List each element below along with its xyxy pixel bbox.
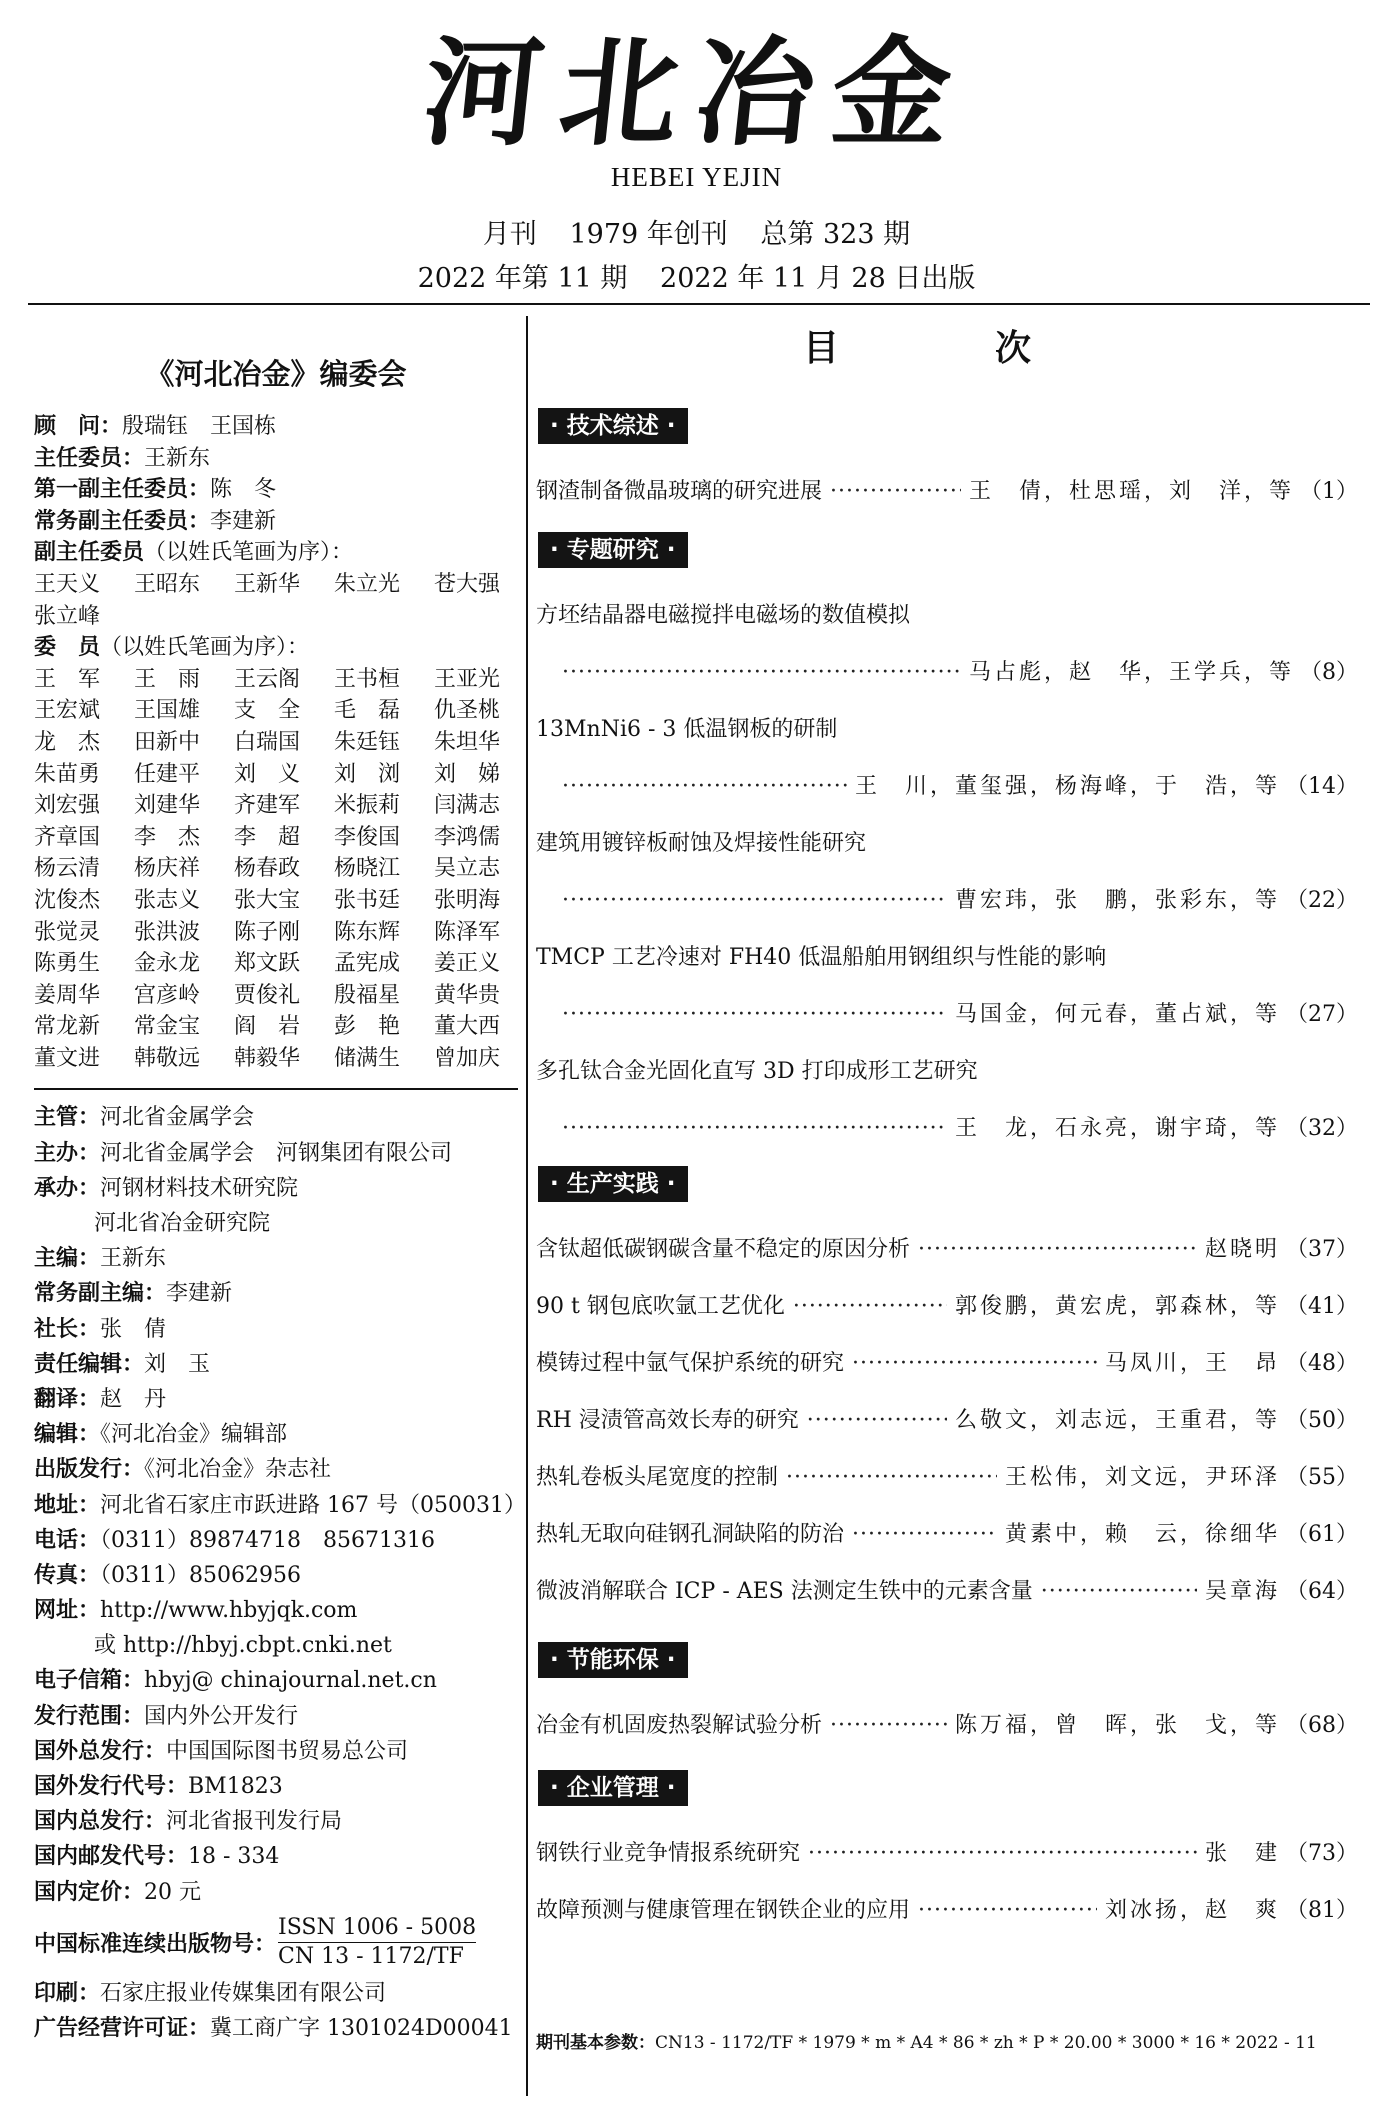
- entry-authors: 赵晓明: [1204, 1237, 1280, 1262]
- toc-entry[interactable]: [536, 1708, 1358, 1739]
- members-grid: [34, 664, 518, 1075]
- entry-title[interactable]: 热轧卷板头尾宽度的控制: [536, 1465, 779, 1490]
- leader-dots: [1041, 1579, 1197, 1604]
- info-label: 承办：: [34, 1175, 101, 1201]
- info-value: （0311）89874718 85671316: [100, 1527, 435, 1553]
- toc-entry-title[interactable]: [536, 1054, 1358, 1085]
- info-label: 社长：: [34, 1316, 101, 1342]
- first-vice-row: [34, 474, 518, 506]
- leader-dots: [830, 1713, 947, 1738]
- info-row: [34, 1769, 518, 1804]
- board-member: 刘 娣: [434, 761, 501, 787]
- info-value: BM1823: [188, 1774, 283, 1800]
- section-header: [536, 1642, 688, 1678]
- board-member: 朱廷钰: [334, 729, 401, 755]
- board-member: 彭 艳: [334, 1014, 401, 1040]
- issue-number: 2022 年第 11 期: [417, 263, 628, 294]
- info-value: 国内外公开发行: [144, 1703, 299, 1729]
- info-row: [34, 1312, 518, 1347]
- vice-row: [34, 537, 518, 569]
- leader-dots: [562, 1002, 947, 1027]
- board-member: 杨庆祥: [134, 856, 201, 882]
- info-value: 刘 玉: [144, 1351, 211, 1377]
- info-row: [34, 1663, 518, 1698]
- entry-authors: 马凤川，王 昂: [1104, 1351, 1280, 1376]
- info-label: 印刷：: [34, 1980, 101, 2006]
- info-value: 20 元: [144, 1879, 202, 1905]
- toc-title: 目 次: [802, 328, 1091, 369]
- info-row: [34, 1241, 518, 1276]
- entry-authors: 刘冰扬，赵 爽: [1104, 1898, 1280, 1923]
- info-value: 赵 丹: [100, 1386, 167, 1412]
- info-label: 传真：: [34, 1562, 101, 1588]
- board-member: 刘建华: [134, 793, 201, 819]
- section-header: [536, 1166, 688, 1202]
- vice-member: 王新华: [234, 571, 301, 597]
- board-member: 毛 磊: [334, 698, 401, 724]
- members-label: 委 员: [34, 635, 101, 661]
- toc-entry-line: [536, 997, 1358, 1028]
- leader-dots: [807, 1408, 947, 1433]
- info-label: 责任编辑：: [34, 1351, 145, 1377]
- board-member: 陈东辉: [334, 919, 401, 945]
- entry-authors: 么敬文，刘志远，王重君，等: [954, 1408, 1280, 1433]
- info-value: 河钢材料技术研究院: [100, 1175, 299, 1201]
- toc-entry[interactable]: [536, 1232, 1358, 1263]
- entry-authors: 郭俊鹏，黄宏虎，郭森林，等: [954, 1294, 1280, 1319]
- params-label: 期刊基本参数：: [536, 2033, 655, 2053]
- board-member: 龙 杰: [34, 729, 101, 755]
- exec-vice-label: 常务副主任委员：: [34, 508, 211, 534]
- board-member: 朱苗勇: [34, 761, 101, 787]
- board-member: 郑文跃: [234, 951, 301, 977]
- founded: 1979 年创刊: [569, 219, 728, 250]
- exec-vice-row: [34, 506, 518, 538]
- info-value: 河北省报刊发行局: [166, 1809, 343, 1835]
- info-row: [34, 1136, 518, 1171]
- board-member: 杨云清: [34, 856, 101, 882]
- info-label: 出版发行：: [34, 1457, 145, 1483]
- info-value: 李建新: [166, 1281, 233, 1307]
- leader-dots: [562, 888, 947, 913]
- first-vice-label: 第一副主任委员：: [34, 477, 211, 503]
- board-member: 殷福星: [334, 982, 401, 1008]
- issn-block: [34, 1910, 518, 1976]
- vice-label: 副主任委员: [34, 540, 145, 566]
- board-member: 任建平: [134, 761, 201, 787]
- board-member: 韩毅华: [234, 1045, 301, 1071]
- members-note: （以姓氏笔画为序）：: [100, 635, 310, 661]
- board-member: 刘 浏: [334, 761, 401, 787]
- entry-authors: 王 川，董玺强，杨海峰，于 浩，等: [854, 774, 1280, 799]
- info-label: 翻译：: [34, 1386, 101, 1412]
- publication-info: [34, 1100, 526, 1909]
- toc-entry-title[interactable]: [536, 712, 1358, 743]
- board-member: 王国雄: [134, 698, 201, 724]
- entry-page: （64）: [1286, 1579, 1358, 1604]
- entry-page: （48）: [1286, 1351, 1358, 1376]
- entry-page: （61）: [1286, 1522, 1358, 1547]
- entry-authors: 马国金，何元春，董占斌，等: [954, 1002, 1280, 1027]
- toc-entry[interactable]: [536, 1517, 1358, 1548]
- left-column: [34, 316, 526, 2046]
- section-header: [536, 532, 688, 568]
- board-member: 米振莉: [334, 793, 401, 819]
- leader-dots: [793, 1294, 947, 1319]
- frequency: 月刊: [482, 219, 537, 250]
- board-member: 杨晓江: [334, 856, 401, 882]
- leader-dots: [852, 1522, 997, 1547]
- entry-authors: 张 建: [1204, 1841, 1280, 1866]
- board-member: 朱坦华: [434, 729, 501, 755]
- info-value: 河北省冶金研究院: [94, 1211, 271, 1237]
- entry-title[interactable]: TMCP 工艺冷速对 FH40 低温船舶用钢组织与性能的影响: [536, 945, 1107, 970]
- board-member: 王 雨: [134, 666, 201, 692]
- info-label: 国内邮发代号：: [34, 1844, 189, 1870]
- info-label: 电子信箱：: [34, 1668, 145, 1694]
- publication-info-tail: [34, 1976, 518, 2046]
- info-row: [34, 1734, 518, 1769]
- vice-member: 苍大强: [434, 571, 501, 597]
- vice-member: 朱立光: [334, 571, 401, 597]
- toc-entry[interactable]: [536, 1836, 1358, 1867]
- section-label: · 技术综述 ·: [538, 408, 688, 444]
- board-member: 常龙新: [34, 1014, 101, 1040]
- entry-title[interactable]: 多孔钛合金光固化直写 3D 打印成形工艺研究: [536, 1059, 978, 1084]
- entry-title[interactable]: 钢铁行业竞争情报系统研究: [536, 1841, 801, 1866]
- toc-entry-line: [536, 655, 1358, 686]
- info-label: 广告经营许可证：: [34, 2015, 211, 2041]
- issn-label: 中国标准连续出版物号：: [34, 1932, 277, 1958]
- board-member: 仇圣桃: [434, 698, 501, 724]
- board-member: 齐建军: [234, 793, 301, 819]
- toc-entry-title[interactable]: [536, 598, 1358, 629]
- toc-entry[interactable]: [536, 474, 1358, 505]
- entry-title[interactable]: 钢渣制备微晶玻璃的研究进展: [536, 479, 823, 504]
- toc-entry-line: [536, 1111, 1358, 1142]
- info-value: http://www.hbyjqk.com: [100, 1598, 358, 1624]
- board-member: 韩敬远: [134, 1045, 201, 1071]
- board-title: 《河北冶金》编委会: [145, 357, 407, 391]
- info-label: 网址：: [34, 1598, 101, 1624]
- vice-member: 张立峰: [34, 603, 101, 629]
- entry-authors: 曹宏玮，张 鹏，张彩东，等: [954, 888, 1280, 913]
- members-row: [34, 632, 518, 664]
- info-value: 或 http://hbyj.cbpt.cnki.net: [94, 1633, 392, 1659]
- info-value: 河北省金属学会: [100, 1105, 255, 1131]
- exec-vice-value: 李建新: [210, 508, 277, 534]
- first-vice-value: 陈 冬: [210, 477, 277, 503]
- info-value: 河北省金属学会 河钢集团有限公司: [100, 1140, 453, 1166]
- issue-info-line1: [0, 212, 1393, 251]
- board-member: 支 全: [234, 698, 301, 724]
- section-divider: [34, 1088, 518, 1090]
- info-label: 主编：: [34, 1246, 101, 1272]
- board-member: 王宏斌: [34, 698, 101, 724]
- info-row: [34, 1206, 518, 1241]
- board-member: 张觉灵: [34, 919, 101, 945]
- board-member: 姜周华: [34, 982, 101, 1008]
- vice-members: [34, 569, 518, 632]
- journal-title: 河北冶金: [417, 23, 976, 162]
- info-row: [34, 1488, 526, 1523]
- section-header: [536, 408, 688, 444]
- board-member: 黄华贵: [434, 982, 501, 1008]
- info-row: [34, 1382, 518, 1417]
- leader-dots: [830, 479, 961, 504]
- leader-dots: [852, 1351, 1097, 1376]
- info-value: 冀工商广字 1301024D00041: [210, 2015, 513, 2041]
- toc-entry[interactable]: [536, 1289, 1358, 1320]
- issn-number: ISSN 1006 - 5008: [278, 1914, 476, 1943]
- entry-title[interactable]: RH 浸渍管高效长寿的研究: [536, 1408, 799, 1433]
- cn-number: CN 13 - 1172/TF: [278, 1944, 464, 1970]
- toc-entry[interactable]: [536, 1460, 1358, 1491]
- board-member: 张大宝: [234, 887, 301, 913]
- entry-title[interactable]: 建筑用镀锌板耐蚀及焊接性能研究: [536, 831, 867, 856]
- entry-authors: 黄素中，赖 云，徐细华: [1004, 1522, 1280, 1547]
- info-row: [34, 1976, 518, 2011]
- board-member: 陈勇生: [34, 951, 101, 977]
- info-value: 石家庄报业传媒集团有限公司: [100, 1980, 387, 2006]
- info-label: 常务副主编：: [34, 1281, 167, 1307]
- entry-authors: 吴章海: [1204, 1579, 1280, 1604]
- info-value: 《河北冶金》杂志社: [144, 1457, 332, 1483]
- journal-title-en: HEBEI YEJIN: [610, 162, 783, 192]
- info-label: 主管：: [34, 1105, 101, 1131]
- board-member: 曾加庆: [434, 1045, 501, 1071]
- entry-page: （41）: [1286, 1294, 1358, 1319]
- leader-dots: [562, 1116, 947, 1141]
- publish-date: 2022 年 11 月 28 日出版: [660, 263, 976, 294]
- total-issue: 总第 323 期: [760, 219, 911, 250]
- info-row: [34, 1452, 518, 1487]
- entry-page: （55）: [1286, 1465, 1358, 1490]
- masthead: [0, 0, 1393, 300]
- vice-note: （以姓氏笔画为序）：: [144, 540, 354, 566]
- entry-title[interactable]: 模铸过程中氩气保护系统的研究: [536, 1351, 845, 1376]
- info-row: [34, 1171, 518, 1206]
- journal-parameters: [536, 2028, 1366, 2053]
- info-row: [34, 1875, 518, 1910]
- entry-title[interactable]: 热轧无取向硅钢孔洞缺陷的防治: [536, 1522, 845, 1547]
- section-label: · 生产实践 ·: [538, 1166, 688, 1202]
- board-member: 吴立志: [434, 856, 501, 882]
- section-label: · 专题研究 ·: [538, 532, 688, 568]
- board-member: 姜正义: [434, 951, 501, 977]
- section-label: · 企业管理 ·: [538, 1770, 688, 1806]
- info-value: 河北省石家庄市跃进路 167 号（050031）: [100, 1492, 526, 1518]
- toc-entry[interactable]: [536, 1574, 1358, 1605]
- entry-title[interactable]: 故障预测与健康管理在钢铁企业的应用: [536, 1898, 911, 1923]
- entry-page: （1）: [1300, 479, 1358, 504]
- info-row: [34, 1558, 518, 1593]
- board-member: 张明海: [434, 887, 501, 913]
- toc-entry[interactable]: [536, 1403, 1358, 1434]
- leader-dots: [918, 1898, 1097, 1923]
- entry-page: （14）: [1286, 774, 1358, 799]
- info-row: [34, 1276, 518, 1311]
- info-label: 国外发行代号：: [34, 1774, 189, 1800]
- leader-dots: [808, 1841, 1197, 1866]
- entry-authors: 王松伟，刘文远，尹环泽: [1004, 1465, 1280, 1490]
- info-row: [34, 1100, 518, 1135]
- info-row: [34, 1347, 518, 1382]
- info-label: 地址：: [34, 1492, 101, 1518]
- entry-page: （22）: [1286, 888, 1358, 913]
- leader-dots: [786, 1465, 997, 1490]
- entry-title[interactable]: 微波消解联合 ICP - AES 法测定生铁中的元素含量: [536, 1579, 1033, 1604]
- board-member: 沈俊杰: [34, 887, 101, 913]
- info-value: （0311）85062956: [100, 1562, 301, 1588]
- director-label: 主任委员：: [34, 445, 145, 471]
- vice-member: 王昭东: [134, 571, 201, 597]
- entry-page: （81）: [1286, 1898, 1358, 1923]
- entry-page: （37）: [1286, 1237, 1358, 1262]
- toc-entry-title[interactable]: [536, 940, 1358, 971]
- entry-authors: 陈万福，曾 晖，张 戈，等: [954, 1713, 1280, 1738]
- info-value: 王新东: [100, 1246, 167, 1272]
- entry-authors: 王 龙，石永亮，谢宇琦，等: [954, 1116, 1280, 1141]
- toc-entry-title[interactable]: [536, 826, 1358, 857]
- info-label: 编辑：: [34, 1422, 101, 1448]
- info-row: [34, 2011, 518, 2046]
- board-member: 李 杰: [134, 824, 201, 850]
- board-member: 阎 岩: [234, 1014, 301, 1040]
- entry-title[interactable]: 90 t 钢包底吹氩工艺优化: [536, 1294, 785, 1319]
- board-member: 李鸿儒: [434, 824, 501, 850]
- info-label: 电话：: [34, 1527, 101, 1553]
- info-label: 发行范围：: [34, 1703, 145, 1729]
- leader-dots: [562, 660, 961, 685]
- board-member: 齐章国: [34, 824, 101, 850]
- toc-entry[interactable]: [536, 1893, 1358, 1924]
- director-row: [34, 443, 518, 475]
- info-row: [34, 1699, 518, 1734]
- table-of-contents: [536, 316, 1358, 1923]
- board-member: 陈子刚: [234, 919, 301, 945]
- board-member: 张志义: [134, 887, 201, 913]
- board-member: 董大西: [434, 1014, 501, 1040]
- toc-entry[interactable]: [536, 1346, 1358, 1377]
- masthead-divider: [28, 303, 1370, 305]
- vice-member: 王天义: [34, 571, 101, 597]
- board-member: 储满生: [334, 1045, 401, 1071]
- board-member: 李俊国: [334, 824, 401, 850]
- board-member: 张书廷: [334, 887, 401, 913]
- entry-title[interactable]: 方坯结晶器电磁搅拌电磁场的数值模拟: [536, 603, 911, 628]
- board-member: 刘 义: [234, 761, 301, 787]
- entry-title[interactable]: 含钛超低碳钢碳含量不稳定的原因分析: [536, 1237, 911, 1262]
- info-label: 国外总发行：: [34, 1738, 167, 1764]
- info-value: 张 倩: [100, 1316, 167, 1342]
- info-row: [34, 1804, 518, 1839]
- section-header: [536, 1770, 688, 1806]
- issn-fraction: [278, 1914, 476, 1971]
- board-member: 董文进: [34, 1045, 101, 1071]
- entry-page: （32）: [1286, 1116, 1358, 1141]
- entry-authors: 王 倩，杜思瑶，刘 洋，等: [968, 479, 1294, 504]
- entry-title[interactable]: 13MnNi6 - 3 低温钢板的研制: [536, 717, 838, 742]
- params-value: CN13 - 1172/TF * 1979 * m * A4 * 86 * zh * P * 20.00 * 3000 * 16 * 2022 - 11: [655, 2033, 1317, 2053]
- section-label: · 节能环保 ·: [538, 1642, 688, 1678]
- director-value: 王新东: [144, 445, 211, 471]
- info-label: 国内总发行：: [34, 1809, 167, 1835]
- board-member: 闫满志: [434, 793, 501, 819]
- advisor-value: 殷瑞钰 王国栋: [122, 414, 277, 439]
- board-member: 田新中: [134, 729, 201, 755]
- board-member: 杨春政: [234, 856, 301, 882]
- board-member: 李 超: [234, 824, 301, 850]
- board-member: 金永龙: [134, 951, 201, 977]
- info-row: [34, 1417, 518, 1452]
- board-member: 常金宝: [134, 1014, 201, 1040]
- board-member: 刘宏强: [34, 793, 101, 819]
- entry-page: （50）: [1286, 1408, 1358, 1433]
- info-label: 国内定价：: [34, 1879, 145, 1905]
- entry-page: （27）: [1286, 1002, 1358, 1027]
- entry-page: （8）: [1300, 660, 1358, 685]
- entry-title[interactable]: 冶金有机固废热裂解试验分析: [536, 1713, 823, 1738]
- board-member: 宫彦岭: [134, 982, 201, 1008]
- info-value: 中国国际图书贸易总公司: [166, 1738, 409, 1764]
- board-member: 王书桓: [334, 666, 401, 692]
- info-row: [34, 1839, 518, 1874]
- board-member: 王 军: [34, 666, 101, 692]
- board-member: 张洪波: [134, 919, 201, 945]
- board-member: 王云阁: [234, 666, 301, 692]
- info-value: 《河北冶金》编辑部: [100, 1422, 288, 1448]
- board-member: 王亚光: [434, 666, 501, 692]
- board-member: 孟宪成: [334, 951, 401, 977]
- board-member: 陈泽军: [434, 919, 501, 945]
- toc-entry-line: [536, 883, 1358, 914]
- issue-info-line2: [0, 256, 1393, 295]
- leader-dots: [918, 1237, 1197, 1262]
- entry-page: （68）: [1286, 1713, 1358, 1738]
- leader-dots: [562, 774, 847, 799]
- info-label: 主办：: [34, 1140, 101, 1166]
- advisor-row: [34, 411, 518, 443]
- advisor-label: 顾 问：: [34, 414, 123, 439]
- toc-entry-line: [536, 769, 1358, 800]
- board-member: 白瑞国: [234, 729, 301, 755]
- info-row: [34, 1593, 518, 1628]
- entry-page: （73）: [1286, 1841, 1358, 1866]
- info-value: hbyj@ chinajournal.net.cn: [144, 1668, 437, 1694]
- info-value: 18 - 334: [188, 1844, 280, 1870]
- info-row: [34, 1523, 518, 1558]
- board-member: 贾俊礼: [234, 982, 301, 1008]
- info-row: [34, 1628, 518, 1663]
- entry-authors: 马占彪，赵 华，王学兵，等: [968, 660, 1294, 685]
